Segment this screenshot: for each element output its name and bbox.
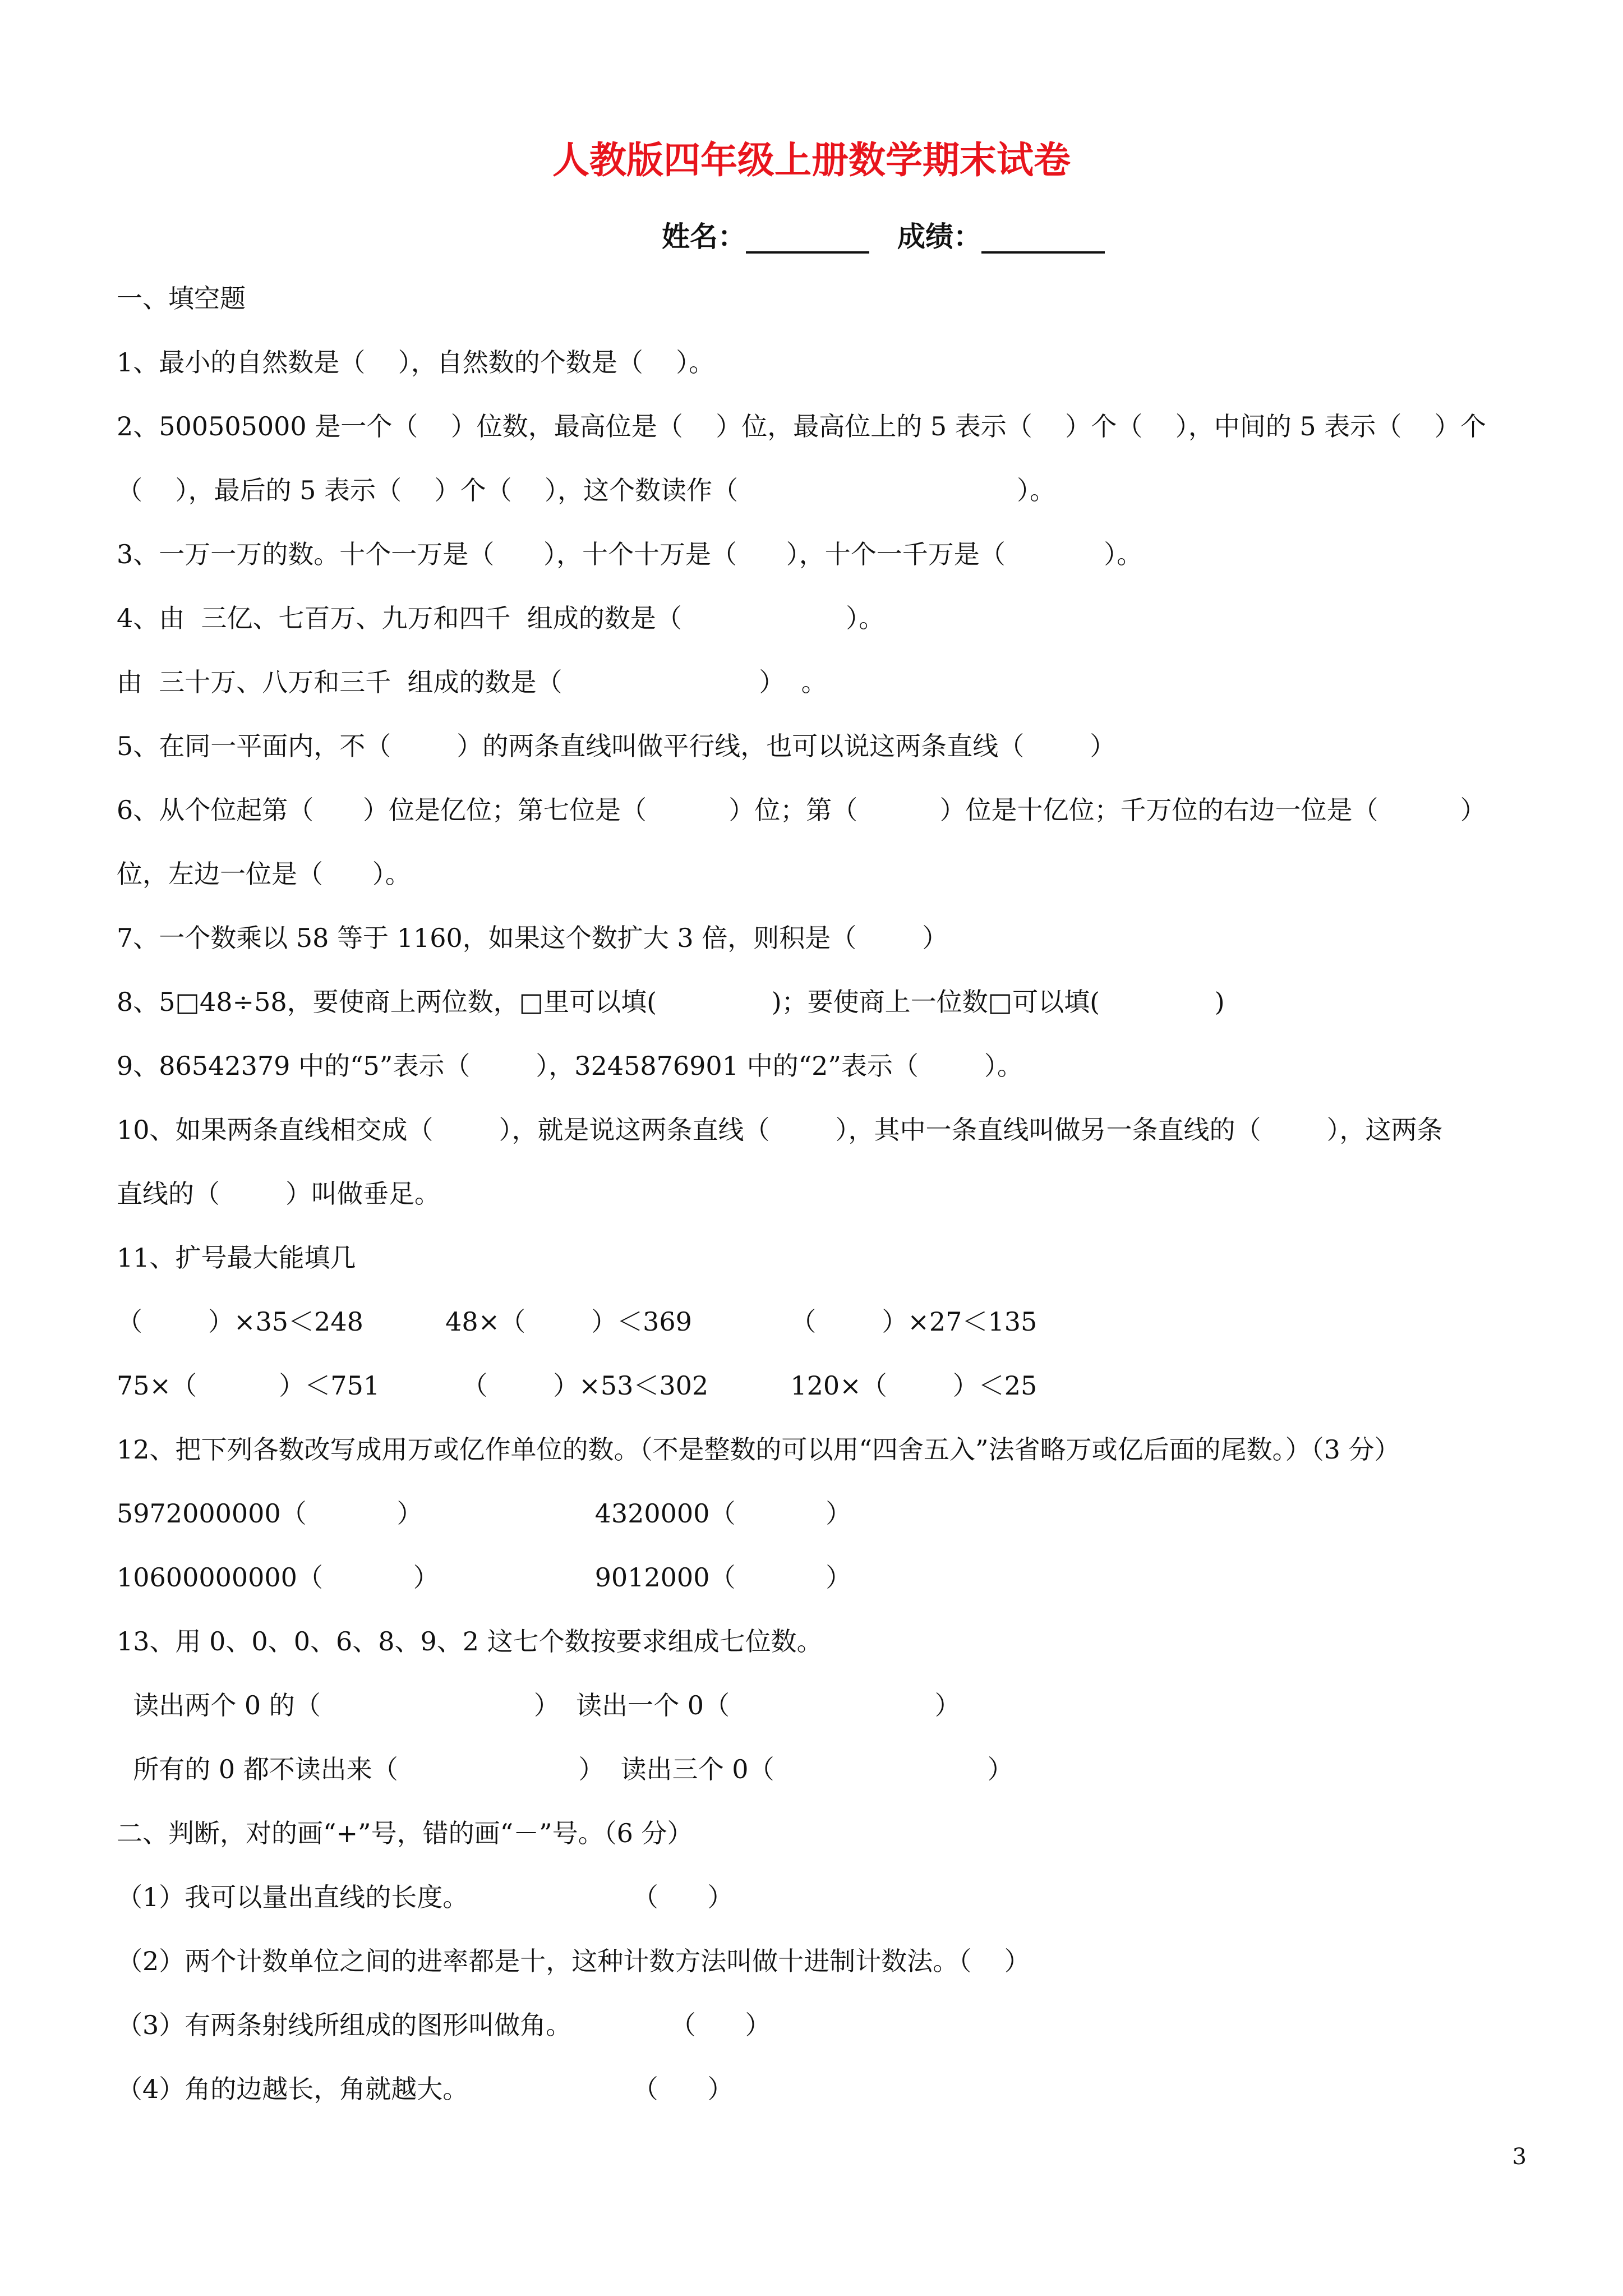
question-line: 位，左边一位是（ ）。 xyxy=(117,859,411,889)
question-line: 1、最小的自然数是（ ），自然数的个数是（ ）。 xyxy=(117,347,715,378)
question-line: 5972000000（ ） 4320000（ ） xyxy=(117,1498,852,1529)
question-line: （2）两个计数单位之间的进率都是十，这种计数方法叫做十进制计数法。（ ） xyxy=(117,1946,1030,1976)
question-line: 所有的 0 都不读出来（ ） 读出三个 0（ ） xyxy=(117,1754,1013,1784)
question-line: （ ）×35＜248 48×（ ）＜369 （ ）×27＜135 xyxy=(117,1306,1038,1337)
question-line: 3、一万一万的数。十个一万是（ ），十个十万是（ ），十个一千万是（ ）。 xyxy=(117,539,1143,569)
question-line: （3）有两条射线所组成的图形叫做角。 （ ） xyxy=(117,2010,771,2040)
question-line: 75×（ ）＜751 （ ）×53＜302 120×（ ）＜25 xyxy=(117,1370,1038,1401)
question-line: 4、由 三亿、七百万、九万和四千 组成的数是（ ）。 xyxy=(117,603,885,633)
question-line: 7、一个数乘以 58 等于 1160，如果这个数扩大 3 倍，则积是（ ） xyxy=(117,923,948,953)
name-score-bar xyxy=(662,220,1133,254)
question-line: 5、在同一平面内，不（ ）的两条直线叫做平行线，也可以说这两条直线（ ） xyxy=(117,731,1116,761)
question-line: 读出两个 0 的（ ） 读出一个 0（ ） xyxy=(117,1690,961,1720)
question-line: 由 三十万、八万和三千 组成的数是（ ） 。 xyxy=(117,667,827,697)
question-line: （ ），最后的 5 表示（ ）个（ ），这个数读作（ ）。 xyxy=(117,475,1056,505)
section-heading: 二、判断，对的画“+”号，错的画“－”号。（6 分） xyxy=(117,1818,693,1848)
question-line: 11、扩号最大能填几 xyxy=(117,1243,356,1273)
question-line: 8、5□48÷58，要使商上两位数，□里可以填( )；要使商上一位数□可以填( ) xyxy=(117,987,1225,1017)
question-line: （1）我可以量出直线的长度。 （ ） xyxy=(117,1882,734,1912)
question-line: 9、86542379 中的“5”表示（ ），3245876901 中的“2”表示（ ）。 xyxy=(117,1051,1023,1081)
question-line: 2、500505000 是一个（ ）位数，最高位是（ ）位，最高位上的 5 表示（ ）个（ ），中间的 5 表示（ ）个 xyxy=(117,411,1486,441)
question-line: （4）角的边越长，角就越大。 （ ） xyxy=(117,2074,734,2104)
question-line: 13、用 0、0、0、6、8、9、2 这七个数按要求组成七位数。 xyxy=(117,1626,823,1657)
score-label: 成绩： xyxy=(897,220,981,253)
question-line: 10600000000（ ） 9012000（ ） xyxy=(117,1562,852,1593)
page-number: 3 xyxy=(1512,2144,1527,2170)
section-heading: 一、填空题 xyxy=(117,283,246,314)
question-line: 10、如果两条直线相交成（ ），就是说这两条直线（ ），其中一条直线叫做另一条直线的（ ），这两条 xyxy=(117,1115,1443,1145)
name-label: 姓名： xyxy=(662,220,746,253)
question-line: 12、把下列各数改写成用万或亿作单位的数。（不是整数的可以用“四舍五入”法省略万或亿后面的尾数。）（3 分） xyxy=(117,1434,1400,1465)
question-line: 直线的（ ）叫做垂足。 xyxy=(117,1179,440,1209)
question-line: 6、从个位起第（ ）位是亿位；第七位是（ ）位；第（ ）位是十亿位；千万位的右边一位是（ ） xyxy=(117,795,1486,825)
exam-title: 人教版四年级上册数学期末试卷 xyxy=(552,138,1071,182)
score-blank[interactable] xyxy=(981,227,1105,254)
name-blank[interactable] xyxy=(746,227,869,254)
